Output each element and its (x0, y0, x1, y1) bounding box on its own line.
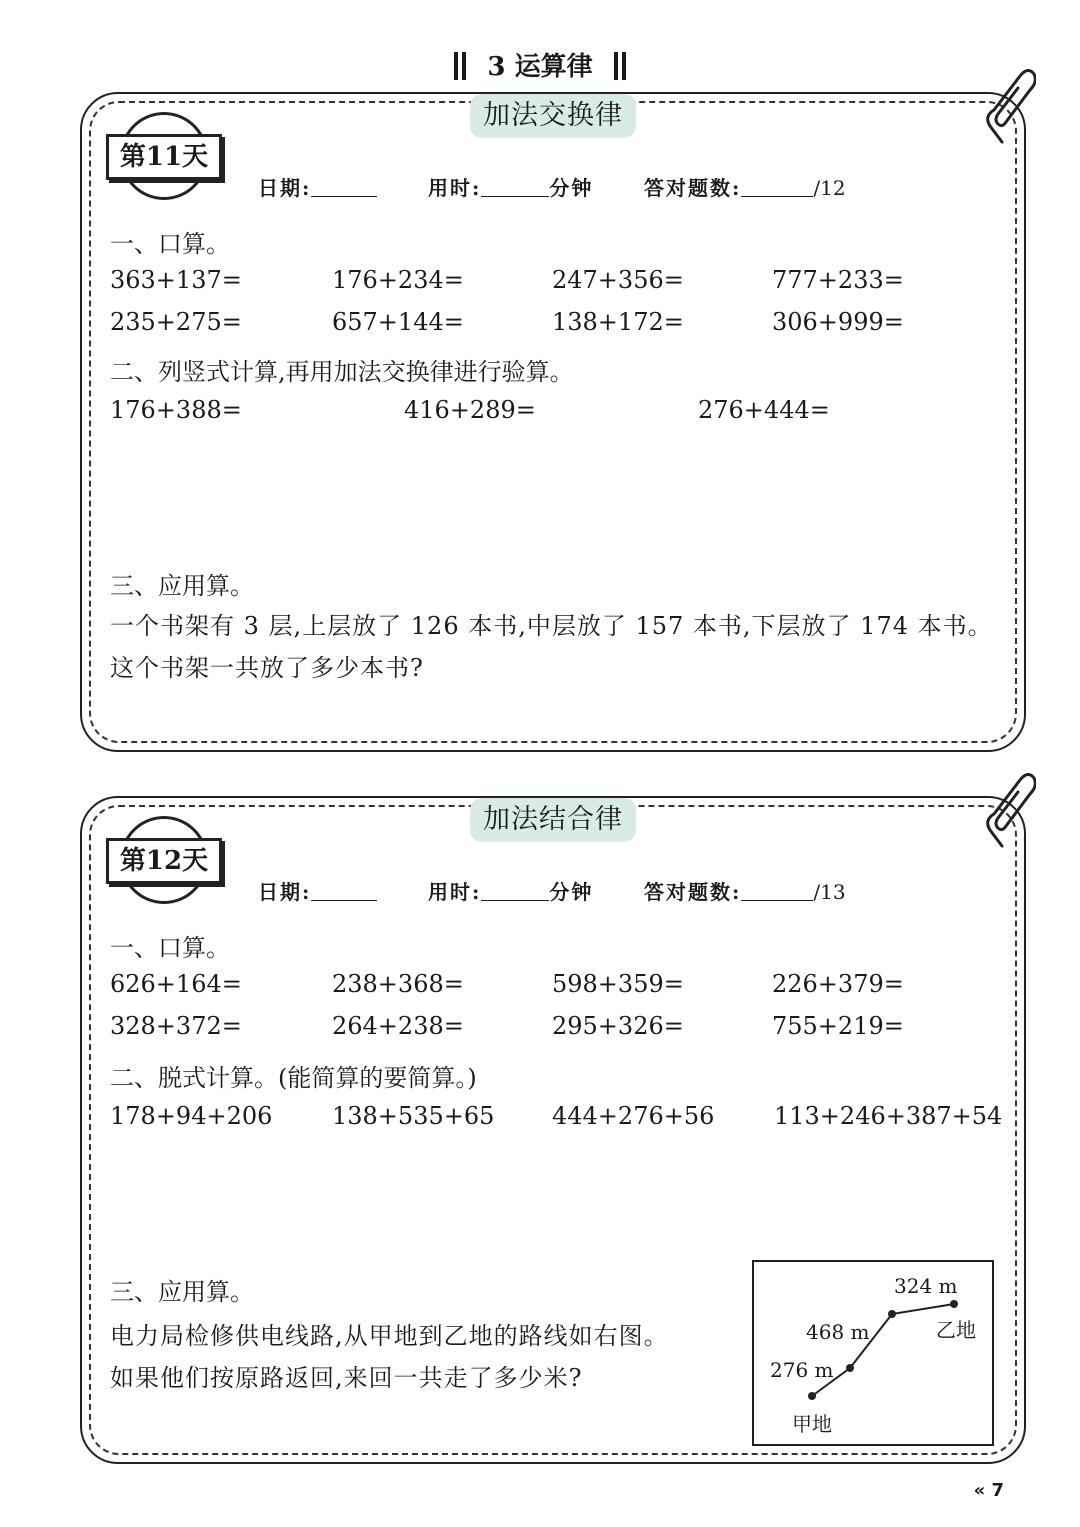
written-problem: 276+444= (698, 396, 830, 424)
route-point (950, 1300, 958, 1308)
word-problem-line: 电力局检修供电线路,从甲地到乙地的路线如右图。 (110, 1322, 669, 1350)
time-field (428, 876, 593, 905)
oral-problem: 295+326= (552, 1012, 684, 1040)
word-problem-line: 一个书架有 3 层,上层放了 126 本书,中层放了 157 本书,下层放了 174 本书。 (110, 612, 993, 640)
date-field (258, 876, 377, 905)
topic-title: 加法结合律 (470, 798, 636, 842)
oral-problem: 626+164= (110, 970, 242, 998)
start-location-label: 甲地 (792, 1412, 832, 1436)
page-number: « 7 (973, 1480, 1004, 1501)
paperclip-icon (980, 62, 1036, 148)
oral-problem: 306+999= (772, 308, 904, 336)
section-written: 二、脱式计算。(能简算的要简算。) (110, 1064, 477, 1092)
word-problem-line: 这个书架一共放了多少本书? (110, 654, 424, 682)
score-total: /13 (813, 880, 846, 904)
segment-length-label: 468 m (806, 1320, 870, 1344)
day-label: 第11天 (106, 134, 222, 180)
section-oral: 一、口算。 (110, 230, 230, 258)
section-word-problem: 三、应用算。 (110, 1278, 254, 1306)
day-card-11 (80, 92, 1026, 752)
oral-problem: 235+275= (110, 308, 242, 336)
topic-title: 加法交换律 (470, 94, 636, 138)
time-unit: 分钟 (549, 880, 594, 904)
oral-problem: 247+356= (552, 266, 684, 294)
score-blank[interactable] (741, 176, 813, 197)
paperclip-icon (980, 766, 1036, 852)
date-label: 日期: (258, 880, 312, 904)
oral-problem: 176+234= (332, 266, 464, 294)
day-card-12 (80, 796, 1026, 1464)
chapter-title: 3 运算律 (487, 52, 593, 82)
date-field (258, 172, 377, 201)
date-blank[interactable] (311, 176, 377, 197)
oral-problem: 598+359= (552, 970, 684, 998)
route-point (846, 1364, 854, 1372)
written-problem: 444+276+56 (552, 1102, 715, 1130)
oral-problem: 226+379= (772, 970, 904, 998)
segment-length-label: 324 m (894, 1274, 958, 1298)
route-point (808, 1392, 816, 1400)
date-label: 日期: (258, 176, 312, 200)
time-blank[interactable] (481, 880, 549, 901)
segment-length-label: 276 m (770, 1358, 834, 1382)
oral-problem: 363+137= (110, 266, 242, 294)
score-total: /12 (813, 176, 846, 200)
time-blank[interactable] (481, 176, 549, 197)
oral-problem: 755+219= (772, 1012, 904, 1040)
chapter-header (0, 46, 1080, 83)
day-badge (106, 816, 222, 908)
score-field (644, 172, 846, 201)
divider (614, 52, 618, 80)
written-problem: 176+388= (110, 396, 242, 424)
oral-problem: 138+172= (552, 308, 684, 336)
section-word-problem: 三、应用算。 (110, 572, 254, 600)
oral-problem: 777+233= (772, 266, 904, 294)
divider (622, 52, 626, 80)
route-point (888, 1310, 896, 1318)
score-label: 答对题数: (644, 880, 742, 904)
oral-problem: 657+144= (332, 308, 464, 336)
time-label: 用时: (428, 880, 482, 904)
score-label: 答对题数: (644, 176, 742, 200)
oral-problem: 238+368= (332, 970, 464, 998)
divider (462, 52, 466, 80)
day-label: 第12天 (106, 838, 222, 884)
score-field (644, 876, 846, 905)
oral-problem: 264+238= (332, 1012, 464, 1040)
written-problem: 138+535+65 (332, 1102, 495, 1130)
time-label: 用时: (428, 176, 482, 200)
time-unit: 分钟 (549, 176, 594, 200)
end-location-label: 乙地 (936, 1318, 976, 1342)
section-written: 二、列竖式计算,再用加法交换律进行验算。 (110, 358, 574, 386)
date-blank[interactable] (311, 880, 377, 901)
score-blank[interactable] (741, 880, 813, 901)
written-problem: 178+94+206 (110, 1102, 273, 1130)
day-badge (106, 112, 222, 204)
written-problem: 113+246+387+54 (774, 1102, 1003, 1130)
oral-problem: 328+372= (110, 1012, 242, 1040)
divider (454, 52, 458, 80)
word-problem-line: 如果他们按原路返回,来回一共走了多少米? (110, 1364, 583, 1392)
written-problem: 416+289= (404, 396, 536, 424)
section-oral: 一、口算。 (110, 934, 230, 962)
route-diagram (752, 1260, 994, 1446)
time-field (428, 172, 593, 201)
